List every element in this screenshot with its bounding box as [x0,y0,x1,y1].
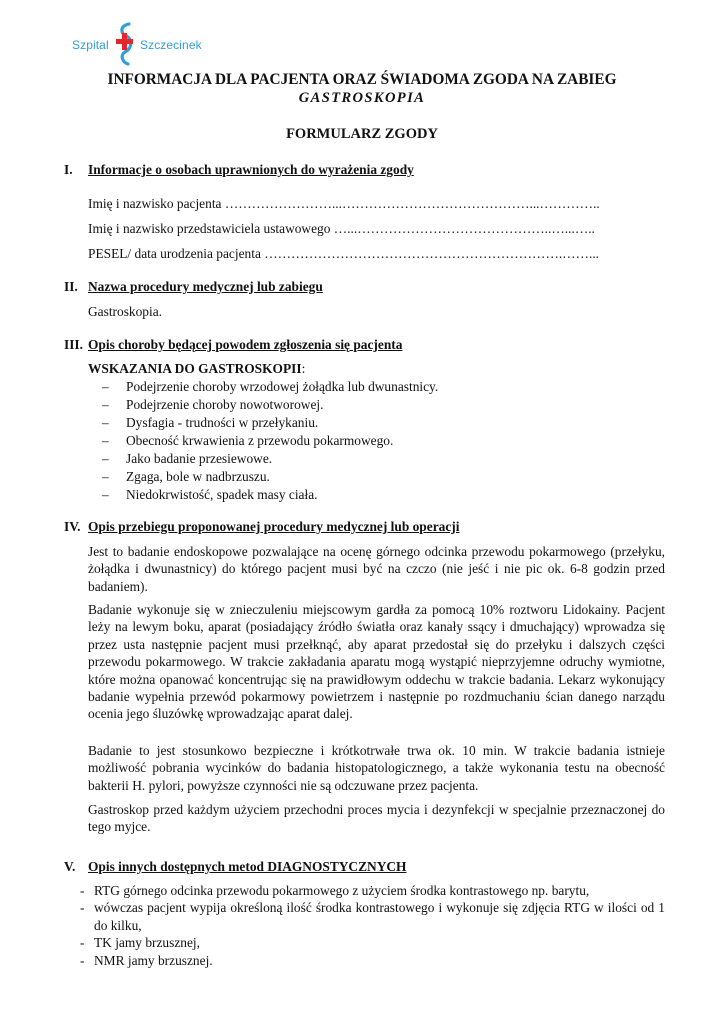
list-item-text: Niedokrwistość, spadek masy ciała. [126,487,318,502]
list-item [80,934,665,951]
list-item-text: Dysfagia - trudności w przełykaniu. [126,415,319,430]
list-item [88,486,668,504]
logo-text-right: Szczecinek [140,38,202,52]
section-number: IV. [64,519,81,534]
section-2-heading [64,278,323,295]
section-number: II. [64,279,78,294]
list-item-text: Podejrzenie choroby nowotworowej. [126,397,324,412]
indications-colon: : [301,361,306,376]
procedure-paragraph-1: Jest to badanie endoskopowe pozwalające na ocenę górnego odcinka przewodu pokarmowego (przełyku, żołądka i dwunastnicy) do którego pacjent musi być na czczo (nie jeść i nie pic ok. 6-8 godzin przed badaniem). [88,544,665,594]
patient-name-field: Imię i nazwisko pacjenta ……………………...……………………………………...………….. [88,196,600,211]
list-item-text: wówczas pacjent wypija określoną ilość środka kontrastowego i wykonuje się zdjęcia RTG w ilości od 1 do kilku, [94,900,665,933]
section-3-heading [64,336,402,353]
dash-bullet: – [102,487,109,502]
pesel-field: PESEL/ data urodzenia pacjenta ………………………………………………………….……... [88,246,600,261]
representative-name-field: Imię i nazwisko przedstawiciela ustawowego …...……………………………………..…...….. [88,221,595,236]
dash-bullet: – [102,379,109,394]
section-number: V. [64,859,76,874]
dash-bullet: – [102,433,109,448]
dash-bullet: – [102,415,109,430]
form-title: FORMULARZ ZGODY [286,126,438,142]
document-title: INFORMACJA DLA PACJENTA ORAZ ŚWIADOMA ZGODA NA ZABIEG [107,71,617,88]
procedure-name: Gastroskopia. [88,304,163,319]
section-title: Opis innych dostępnych metod DIAGNOSTYCZNYCH [88,859,407,874]
indications-heading [88,360,670,377]
logo-text-left: Szpital [72,38,109,52]
list-item [88,468,668,486]
section-title: Nazwa procedury medycznej lub zabiegu [88,279,323,294]
list-item [80,882,665,899]
list-item-text: Podejrzenie choroby wrzodowej żołądka lub dwunastnicy. [126,379,439,394]
list-item-text: NMR jamy brzusznej. [94,952,213,968]
dash-bullet: – [102,451,109,466]
section-title: Opis przebiegu proponowanej procedury medycznej lub operacji [88,519,460,534]
procedure-paragraph-2: Badanie wykonuje się w znieczuleniu miejscowym gardła za pomocą 10% roztworu Lidokainy. Pacjent leży na lewym boku, aparat (posiadający źródło światła oraz kanały ssący i dmuchający) wprowadza się przez usta następnie pacjent musi przełknąć, aby aparat przedostał się do przełyku i dalszych części przewodu pokarmowego. W trakcie zakładania aparatu mogą wystąpić nieprzyjemne odruchy wymiotne, które można opanować koncentrując się na prawidłowym oddechu w trakcie badania. Lekarz wykonujący badanie wypełnia przewód pokarmowy powietrzem i następnie po rozdmuchaniu ścian danego narządu ocenia jego śluzówkę wprowadzając aparat dalej. [88,602,665,722]
section-4-heading [64,518,459,535]
list-item-text: Zgaga, bole w nadbrzuszu. [126,469,270,484]
dash-bullet: – [102,397,109,412]
list-item-text: RTG górnego odcinka przewodu pokarmowego z użyciem środka kontrastowego np. barytu, [94,883,590,898]
procedure-paragraph-3: Badanie to jest stosunkowo bezpieczne i krótkotrwałe trwa ok. 10 min. W trakcie badania istnieje możliwość pobrania wycinków do badania histopatologicznego, a także wykonania testu na obecność bakterii H. pylori, powyższe czynności nie są odczuwane przez pacjenta. [88,743,665,793]
section-5-heading [64,858,406,875]
list-item [80,899,665,934]
hyphen-bullet: - [80,883,85,898]
list-item [88,396,668,414]
list-item-text: Obecność krwawienia z przewodu pokarmowego. [126,433,394,448]
alternative-methods-list [80,882,665,969]
section-title: Opis choroby będącej powodem zgłoszenia się pacjenta [88,337,403,352]
list-item-text: TK jamy brzusznej, [94,935,200,951]
list-item [88,450,668,468]
list-item [88,378,668,396]
hyphen-bullet: - [80,935,85,951]
indications-list [88,378,668,504]
procedure-paragraph-4: Gastroskop przed każdym użyciem przechodni proces mycia i dezynfekcji w specjalnie przeznaczonej do tego myjce. [88,802,665,835]
hyphen-bullet: - [80,900,85,916]
procedure-title: GASTROSKOPIA [298,90,426,106]
indications-title: WSKAZANIA DO GASTROSKOPII [88,361,302,376]
section-title: Informacje o osobach uprawnionych do wyrażenia zgody [88,162,414,177]
list-item [80,952,665,969]
section-number: I. [64,162,73,177]
section-1-heading [64,161,414,178]
list-item [88,414,668,432]
list-item-text: Jako badanie przesiewowe. [126,451,273,466]
medical-cross-icon [113,22,139,66]
hyphen-bullet: - [80,952,85,968]
hospital-logo [66,22,216,66]
section-number: III. [64,337,83,352]
dash-bullet: – [102,469,109,484]
list-item [88,432,668,450]
